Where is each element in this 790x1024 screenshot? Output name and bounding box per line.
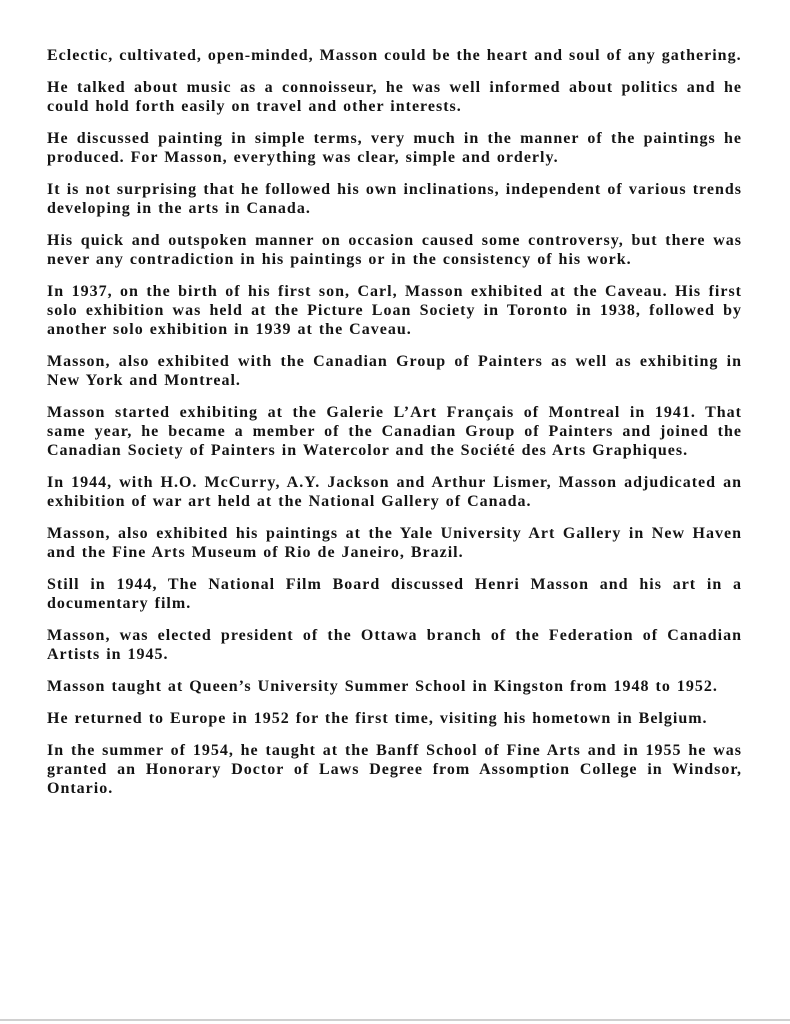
paragraph: Masson taught at Queen’s University Summer School in Kingston from 1948 to 1952.: [47, 678, 718, 695]
paragraph: Still in 1944, The National Film Board discussed Henri Masson and his art in a documentary film.: [47, 576, 742, 612]
paragraph: In 1944, with H.O. McCurry, A.Y. Jackson and Arthur Lismer, Masson adjudicated an exhibition of war art held at the National Gallery of Canada.: [47, 474, 742, 510]
page-bottom-edge: [0, 1019, 790, 1021]
paragraph: Eclectic, cultivated, open-minded, Masson could be the heart and soul of any gathering.: [47, 47, 742, 64]
paragraph: Masson started exhibiting at the Galerie L’Art Français of Montreal in 1941. That same year, he became a member of the Canadian Group of Painters and joined the Canadian Society of Painters in Watercolor and the Société des Arts Graphiques.: [47, 404, 742, 459]
paragraph: He returned to Europe in 1952 for the first time, visiting his hometown in Belgium.: [47, 710, 708, 727]
paragraph: He discussed painting in simple terms, very much in the manner of the paintings he produced. For Masson, everything was clear, simple and orderly.: [47, 130, 742, 166]
paragraph: In the summer of 1954, he taught at the Banff School of Fine Arts and in 1955 he was granted an Honorary Doctor of Laws Degree from Assomption College in Windsor, Ontario.: [47, 742, 742, 797]
paragraph: Masson, was elected president of the Ottawa branch of the Federation of Canadian Artists in 1945.: [47, 627, 742, 663]
paragraph: It is not surprising that he followed his own inclinations, independent of various trends developing in the arts in Canada.: [47, 181, 742, 217]
paragraph: His quick and outspoken manner on occasion caused some controversy, but there was never any contradiction in his paintings or in the consistency of his work.: [47, 232, 742, 268]
paragraph: Masson, also exhibited with the Canadian Group of Painters as well as exhibiting in New York and Montreal.: [47, 353, 742, 389]
paragraph: Masson, also exhibited his paintings at the Yale University Art Gallery in New Haven and the Fine Arts Museum of Rio de Janeiro, Brazil.: [47, 525, 742, 561]
document-body: [47, 46, 742, 811]
paragraph: He talked about music as a connoisseur, he was well informed about politics and he could hold forth easily on travel and other interests.: [47, 79, 742, 115]
paragraph: In 1937, on the birth of his first son, Carl, Masson exhibited at the Caveau. His first solo exhibition was held at the Picture Loan Society in Toronto in 1938, followed by another solo exhibition in 1939 at the Caveau.: [47, 283, 742, 338]
